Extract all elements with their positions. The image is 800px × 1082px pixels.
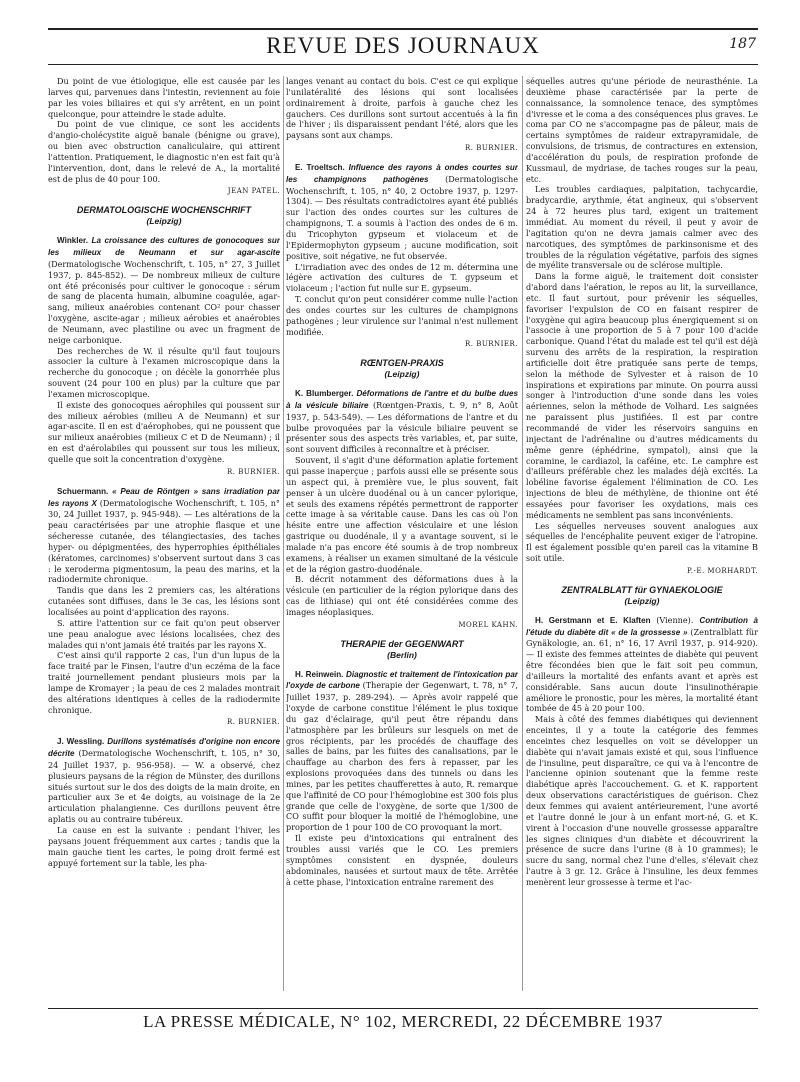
article-body: (Dermatologische Wochenschrift, t. 105, n° 27, 3 Juillet 1937, p. 845-852). — De nombreux milieux de culture ont été préconisés pour cultiver le gonocoque : sérum de sang de placenta humain, albumine coagulée, agar-sang, milieux anaérobies contenant CO² pour chasser l'oxygène, ascite-agar ; milieux aérobies et anaérobies de Neumann, avec plastiline ou avec un fragment de neige carbonique. bbox=[48, 258, 280, 345]
article-body: (Dermatologische Wochenschrift, t. 105, n° 30, 24 Juillet 1937, p. 956-958). — W. a observé, chez plusieurs paysans de la région de Münster, des durillons situés surtout sur le dos des doigts de la main droite, en particulier aux 3e et 4e doigts, au voisinage de la 2e articulation phalangienne. Ces durillons peuvent être aplatis ou au contraire tubéreux. bbox=[48, 748, 280, 825]
signature: P.-E. MORHARDT. bbox=[686, 566, 758, 575]
journal-heading: DERMATOLOGISCHE WOCHENSCHRIFT bbox=[76, 205, 252, 216]
page-number: 187 bbox=[729, 36, 756, 52]
paragraph: langes venant au contact du bois. C'est ce qui explique l'unilatéralité des lésions qui sont localisées ordinairement à droite, parfois à gauche chez les gauchers. Ces durillons sont surtout accentués à la fin de l'hiver ; ils disparaissent pendant l'été, alors que les paysans sont aux champs. bbox=[286, 76, 518, 141]
paragraph: séquelles autres qu'une période de neurasthénie. La deuxième phase caractérisée par la perte de connaissance, la somnolence tenace, des symptômes d'ivresse et le coma a des conséquences plus graves. Le coma par CO ne s'accompagne pas de pâleur, mais de certains symptômes de raideur extrapyramidale, de convulsions, de trismus, de contractures en extension, d'accélération du pouls, de respiration profonde de Kussmaul, de mydriase, de taches rouges sur la peau, etc. bbox=[526, 76, 758, 184]
paragraph: Il existe peu d'intoxications qui entraînent des troubles aussi variés que le CO. Les premiers symptômes consistent en dyspnée, douleurs abdominales, nausées et surtout maux de tête. Arrêtée à cette phase, l'intoxication entraîne rarement des bbox=[286, 833, 518, 887]
paragraph: Les troubles cardiaques, palpitation, tachycardie, bradycardie, arythmie, état angineux, qui s'observent 24 à 72 heures plus tard, exigent un traitement immédiat. Au moment du réveil, il peut y avoir de l'agitation qu'on ne devra jamais calmer avec des narcotiques, des symptômes de parkinsonisme et des troubles de la régulation végétative, parfois des signes de myélite transversale ou de sclérose multiple. bbox=[526, 184, 758, 271]
article-author: H. Gerstmann et E. Klaften bbox=[535, 615, 657, 625]
journal-page bbox=[48, 28, 758, 1058]
journal-city: (Leipzig) bbox=[384, 369, 420, 380]
page-footer bbox=[48, 1008, 758, 1039]
paragraph: L'irradiation avec des ondes de 12 m. détermina une légère activation des cultures de T. gypseum et violaceum ; l'action fut nulle sur E. gypseum. bbox=[286, 261, 518, 294]
article bbox=[48, 235, 280, 345]
paragraph: Du point de vue étiologique, elle est causée par les larves qui, parvenues dans l'intestin, reviennent au foie par les voies biliaires et qui s'y arrêtent, en un point quelconque, pour atteindre le stade adulte. bbox=[48, 76, 280, 119]
article-author: H. Reinwein. bbox=[295, 669, 346, 679]
running-title: REVUE DES JOURNAUX bbox=[266, 33, 540, 58]
article-title: Diagnostic et traitement de l'intoxication par l'oxyde de carbone bbox=[286, 669, 518, 691]
article bbox=[286, 162, 518, 262]
paragraph: Tandis que dans les 2 premiers cas, les altérations cutanées sont diffuses, dans le 3e cas, les lésions sont localisées au point d'application des rayons. bbox=[48, 585, 280, 617]
article-title: Influence des rayons à ondes courtes sur les champignons pathogènes bbox=[286, 162, 518, 184]
article-title: Durillons systématisés d'origine non encore décrite bbox=[48, 737, 280, 759]
article bbox=[48, 736, 280, 825]
paragraph: C'est ainsi qu'il rapporte 2 cas, l'un d'un lupus de la face traité par le Finsen, l'autre d'un eczéma de la face traité journellement pendant plusieurs mois par la lampe de Kromayer ; la peau de ces 2 malades montrait des altérations identiques à celles de la radiodermite chronique. bbox=[48, 650, 280, 715]
paragraph: Mais à côté des femmes diabétiques qui deviennent enceintes, il y a toute la catégorie des femmes enceintes chez lesquelles on voit se développer un diabète qui n'avait jamais existé et qui, sous l'influence de l'insuline, peut disparaître, ce qui va à l'encontre de l'ancienne opinion soutenant que la femme reste diabétique après l'accouchement. G. et K. rapportent deux observations caractéristiques de guérison. Chez deux femmes qui avaient antérieurement, l'une avorté et l'autre donné le jour à un enfant mort-né, G. et K. virent à l'occasion d'une nouvelle grossesse apparaître les signes cliniques d'un diabète et découvrirent la présence de sucre dans l'urine (8 à 10 grammes); le sucre du sang, normal chez l'une d'elles, s'élevait chez l'autre à 3 gr. 12. Grâce à l'insuline, les deux femmes menèrent leur grossesse à terme et l'ac- bbox=[526, 714, 758, 887]
article-author: E. Troeltsch. bbox=[295, 162, 349, 172]
column-divider bbox=[522, 76, 523, 991]
article-body: (Dermatologische Wochenschrift, t. 105, n° 40, 2 Octobre 1937, p. 1297-1304). — Des résultats contradictoires ayant été publiés sur l'action des ondes courtes sur les cultures de champignons, T. a soumis à l'action des ondes de 6 m. du Tricophyton gypseum et violaceum et de l'Epidermophyton gypseum ; aucune modification, soit positive, soit négative, ne fut observée. bbox=[286, 173, 518, 261]
article-body: (Therapie der Gegenwart, t. 78, n° 7, Juillet 1937, p. 289-294). — Après avoir rappelé que l'oxyde de carbone constitue l'élément le plus toxique du gaz d'éclairage, qu'il peut être répandu dans l'atmosphère par les brûleurs sur lesquels on met de gros récipients, par les procédés de chauffage des salles de bains, par les fuites des canalisations, par le chauffage au charbon des fers à repasser, par les explosions provoquées dans des tunnels ou dans les mines, par les petites chaufferettes à auto, R. remarque que l'affinité de CO pour l'hémoglobine est 300 fois plus grande que celle de l'oxygène, de sorte que 1/300 de CO suffit pour bloquer la moitié de l'hémoglobine, une proportion de 1 pour 100 de CO provoquant la mort. bbox=[286, 680, 518, 833]
journal-heading: RŒNTGEN-PRAXIS bbox=[360, 358, 444, 369]
article bbox=[526, 615, 758, 715]
journal-city: (Leipzig) bbox=[624, 595, 660, 606]
paragraph: Il existe des gonocoques aérophiles qui poussent sur des milieux aérobies (milieu A de Neumann) et sur agar-ascite. Il en est d'aérophobes, qui ne poussent que sur milieux anaérobies (milieux C et D de Neumann) ; il en est d'aérolabiles qui poussent sur tous les milieux, quelle que soit la concentration d'oxygène. bbox=[48, 399, 280, 464]
article-title: « Peau de Röntgen » sans irradiation par les rayons X bbox=[48, 486, 280, 508]
signature: R. BURNIER. bbox=[464, 340, 518, 349]
paragraph: Souvent, il s'agit d'une déformation aplatie fortement qui passe inaperçue ; parfois aussi elle se présente sous un aspect qui, à première vue, le plus souvent, fait penser à un ulcère duodénal ou à un cancer pylorique, et seuls des examens répétés permettront de rapporter cette image à sa véritable cause. Dans les cas où l'on hésite entre une affection vésiculaire et une lésion gastrique ou duodénale, il y a avantage souvent, si le malade n'a pas encore été soumis à de trop nombreux examens, à réaliser un examen simultané de la vésicule et de la région gastro-duodénale. bbox=[286, 455, 518, 574]
article-author-city: (Vienne). bbox=[656, 614, 700, 625]
paragraph: B. décrit notamment des déformations dues à la vésicule (en particulier de la région pylorique dans des cas de lithiase) qui ont été considérées comme des images néoplasiques. bbox=[286, 574, 518, 617]
column-1 bbox=[48, 76, 280, 996]
signature: R. BURNIER. bbox=[464, 144, 518, 153]
column-3 bbox=[526, 76, 758, 996]
signature: R. BURNIER. bbox=[226, 467, 280, 476]
article-author: Winkler. bbox=[57, 236, 92, 246]
column-divider bbox=[283, 76, 284, 991]
paragraph: S. attire l'attention sur ce fait qu'on peut observer une peau analogue avec lésions localisées, chez des malades qui n'ont jamais été traités par les rayons X. bbox=[48, 617, 280, 650]
article-body: (Rœntgen-Praxis, t. 9, n° 8, Août 1937, p. 543-549). — Les déformations de l'antre et du bulbe provoquées par la vésicule biliaire peuvent se présenter sous des aspects très variables, et, par suite, sont souvent difficiles à reconnaître et à préciser. bbox=[286, 399, 518, 455]
footer-text: LA PRESSE MÉDICALE, N° 102, MERCREDI, 22 DÉCEMBRE 1937 bbox=[143, 1012, 663, 1031]
signature: JEAN PATEL. bbox=[227, 187, 280, 196]
page-header bbox=[48, 28, 758, 65]
paragraph: Dans la forme aiguë, le traitement doit consister d'abord dans l'aération, le repos au lit, la surveillance, etc. Il faut surtout, pour prévenir les séquelles, favoriser l'expulsion de CO en faisant respirer de l'oxygène qui agira beaucoup plus énergiquement si on l'associe à une proportion de 5 à 7 pour 100 d'acide carbonique. Quand l'état du malade est tel qu'il est déjà survenu des arrêts de la respiration, la respiration artificielle doit être pratiquée sans perte de temps, selon la méthode de Sylvester et à raison de 10 inspirations et expirations par minute. On pourra aussi songer à l'introduction d'une sonde dans les voies aériennes, selon la méthode de Volhard. Les saignées ne paraissent plus justifiées. Il est par contre recommandé de vider les réservoirs sanguins en injectant de l'adrénaline ou d'autres médicaments du même genre (éphédrine, sympatol), ainsi que la coramine, le cardiazol, la caféine, etc. Le camphre est d'ailleurs préférable chez les malades déjà excités. La lobéline favorise également l'élimination de CO. Les injections de bleu de méthylène, de thionine ont été essayées pour favoriser les oxydations, mais ces médicaments ne semblent pas sans inconvénients. bbox=[526, 271, 758, 520]
article bbox=[48, 486, 280, 586]
journal-heading: ZENTRALBLATT für GYNAEKOLOGIE bbox=[561, 584, 723, 595]
signature: MOREL KAHN. bbox=[458, 620, 518, 629]
article-body: (Zentralblatt für Gynäkologie, an. 61, n° 16, 17 Avril 1937, p. 914-920). — Il existe des femmes atteintes de diabète qui peuvent être fécondées bien que le fait soit peu commun, d'ailleurs la mortalité des enfants avant et après est considérable. Sans aucun doute l'insulinothérapie améliore le pronostic, pour les mères, la mortalité étant tombée de 45 à 20 pour 100. bbox=[526, 626, 758, 714]
article bbox=[286, 388, 518, 455]
journal-city: (Berlin) bbox=[387, 649, 417, 660]
text-columns bbox=[48, 76, 758, 996]
journal-city: (Leipzig) bbox=[146, 216, 182, 227]
article-title: Déformations de l'antre et du bulbe dues à la vésicule biliaire bbox=[286, 389, 518, 410]
paragraph: Du point de vue clinique, ce sont les accidents d'angio-cholécystite aiguë banale (bénigne ou grave), ou bien avec obstruction canaliculaire, qui attirent l'attention. Pratiquement, le diagnostic n'en est fait qu'à l'intervention, dont, dans le relevé de A., la mortalité est de plus de 40 pour 100. bbox=[48, 119, 280, 184]
paragraph: Les séquelles nerveuses souvent analogues aux séquelles de l'encéphalite peuvent exiger de l'atropine. Il est également possible qu'en pareil cas la vitamine B soit utile. bbox=[526, 520, 758, 564]
article-title: Contribution à l'étude du diabète dit « de la grossesse » bbox=[526, 615, 758, 637]
journal-heading: THERAPIE der GEGENWART bbox=[340, 638, 464, 649]
column-2 bbox=[286, 76, 518, 996]
article-title: La croissance des cultures de gonocoques sur les milieux de Neumann et sur agar-ascite bbox=[48, 236, 280, 257]
article bbox=[286, 669, 518, 834]
article-author: K. Blumberger. bbox=[295, 389, 357, 399]
article-body: (Dermatologische Wochenschrift, t. 105, n° 30, 24 Juillet 1937, p. 945-948). — Les altérations de la peau caractérisées par une atrophie flasque et une sécheresse cutanée, des télangiectasies, des taches hyper- ou dépigmentées, des hyperrophies épithéliales (kératomes, carcinomes) s'observent surtout dans 3 cas : le xeroderma pigmentosum, la peau des marins, et la radiodermite chronique. bbox=[48, 497, 280, 585]
article-author: Schuermann. bbox=[57, 486, 113, 496]
paragraph: La cause en est la suivante : pendant l'hiver, les paysans jouent fréquemment aux cartes ; tandis que la main gauche tient les cartes, le poing droit fermé est appuyé fortement sur la table, les pha- bbox=[48, 825, 280, 868]
paragraph: T. conclut qu'on peut considérer comme nulle l'action des ondes courtes sur les cultures de champignons pathogènes ; leur virulence sur l'animal n'est nullement modifiée. bbox=[286, 294, 518, 337]
signature: R. BURNIER. bbox=[226, 718, 280, 727]
paragraph: Des recherches de W. il résulte qu'il faut toujours associer la culture à l'examen microscopique dans la recherche du gonocoque ; on décèle la gonorrhée plus souvent (24 pour 100 en plus) par la culture que par l'examen microscopique. bbox=[48, 345, 280, 399]
article-author: J. Wessling. bbox=[57, 737, 108, 747]
